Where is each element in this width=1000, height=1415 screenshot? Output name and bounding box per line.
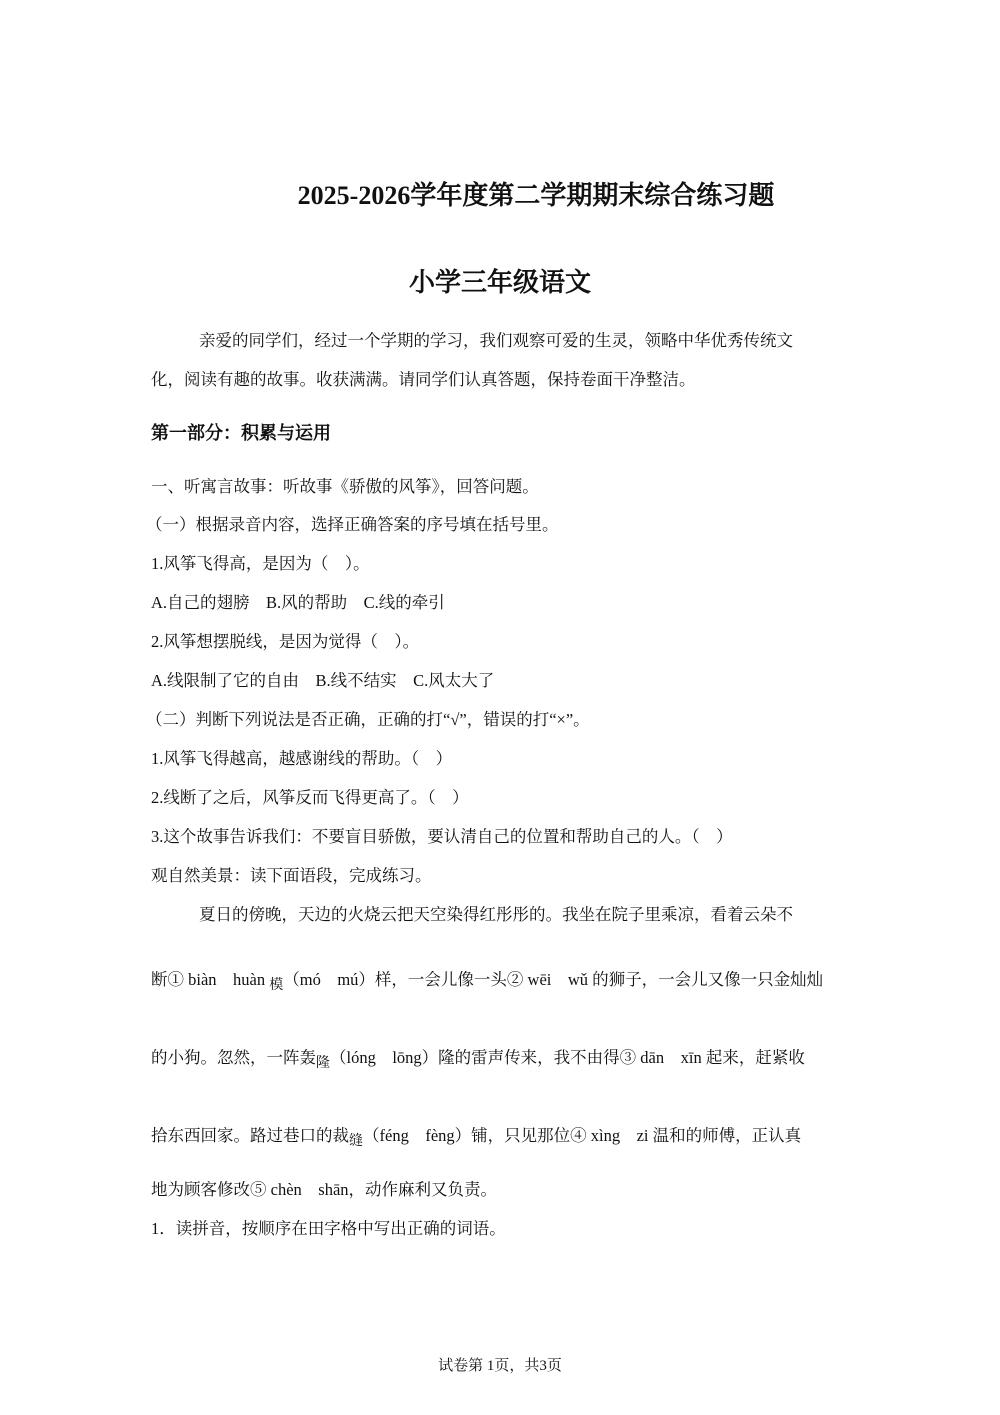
judge-item-1: 1.风筝飞得越高，越感谢线的帮助。（ ）	[151, 749, 453, 768]
reading-line-2	[151, 970, 824, 993]
reading-heading: 观自然美景：读下面语段，完成练习。	[151, 866, 432, 885]
judge-item-2: 2.线断了之后，风筝反而飞得更高了。（ ）	[151, 788, 469, 807]
intro-line-2: 化，阅读有趣的故事。收获满满。请同学们认真答题，保持卷面干净整洁。	[151, 370, 696, 389]
reading-line-2-start: 断① biàn huàn	[151, 970, 270, 989]
part1-heading: 第一部分：积累与运用	[151, 423, 331, 443]
question-1-heading: 一、听寓言故事：听故事《骄傲的风筝》，回答问题。	[151, 477, 539, 496]
page-footer: 试卷第 1页，共3页	[438, 1358, 562, 1374]
item-2-options: A.线限制了它的自由 B.线不结实 C.风太大了	[151, 671, 495, 690]
item-1-options: A.自己的翅膀 B.风的帮助 C.线的牵引	[151, 593, 445, 612]
exam-title: 2025-2026学年度第二学期期末综合练习题	[297, 181, 775, 210]
reading-line-2-end: （mó mú）样，一会儿像一头② wēi wǔ 的狮子，一会儿又像一只金灿灿	[283, 970, 824, 989]
reading-line-4-end: （féng fèng）铺，只见那位④ xìng zi 温和的师傅，正认真	[363, 1126, 802, 1145]
item-2-question: 2.风筝想摆脱线，是因为觉得（ ）。	[151, 632, 420, 651]
reading-line-3-end: （lóng lōng）隆的雷声传来，我不由得③ dān xīn 起来，赶紧收	[330, 1048, 805, 1067]
intro-line-1: 亲爱的同学们，经过一个学期的学习，我们观察可爱的生灵，领略中华优秀传统文	[199, 331, 793, 350]
polyphone-char-feng: 缝	[349, 1134, 363, 1149]
reading-line-5: 地为顾客修改⑤ chèn shān，动作麻利又负责。	[151, 1180, 498, 1199]
section-2-instruction: （二）判断下列说法是否正确，正确的打“√”，错误的打“×”。	[146, 710, 590, 729]
reading-line-3-start: 的小狗。忽然，一阵轰	[151, 1048, 316, 1067]
polyphone-char-mo: 模	[269, 978, 284, 993]
section-1-instruction: （一）根据录音内容，选择正确答案的序号填在括号里。	[146, 515, 559, 534]
reading-task-1: 1．读拼音，按顺序在田字格中写出正确的词语。	[151, 1219, 506, 1238]
reading-line-3	[151, 1048, 805, 1071]
exam-subtitle: 小学三年级语文	[408, 268, 591, 297]
polyphone-char-long: 隆	[316, 1056, 330, 1071]
item-1-question: 1.风筝飞得高，是因为（ ）。	[151, 554, 370, 573]
reading-line-4	[151, 1126, 802, 1149]
reading-line-4-start: 拾东西回家。路过巷口的裁	[151, 1126, 349, 1145]
judge-item-3: 3.这个故事告诉我们：不要盲目骄傲，要认清自己的位置和帮助自己的人。（ ）	[151, 827, 733, 846]
reading-line-1: 夏日的傍晚，天边的火烧云把天空染得红彤彤的。我坐在院子里乘凉，看着云朵不	[199, 905, 793, 924]
